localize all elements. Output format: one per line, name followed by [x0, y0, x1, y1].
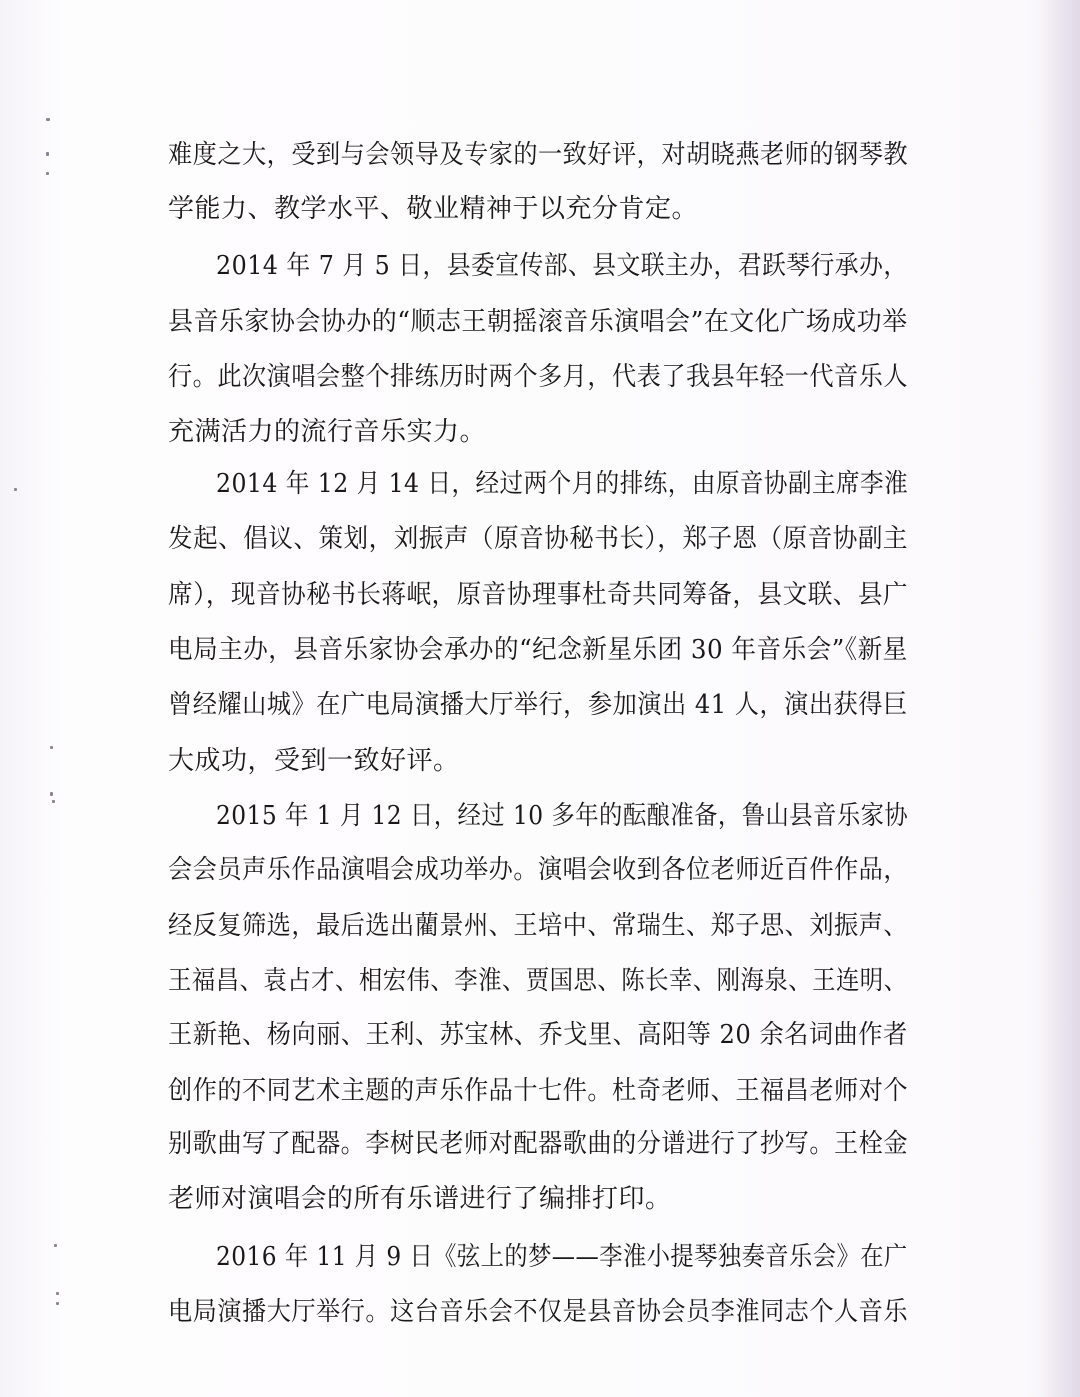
text-line: 2014 年 12 月 14 日，经过两个月的排练，由原音协副主席李淮	[216, 469, 909, 499]
scan-speck	[52, 800, 55, 803]
text-line: 2016 年 11 月 9 日《弦上的梦——李淮小提琴独奏音乐会》在广	[216, 1242, 908, 1272]
text-line: 创作的不同艺术主题的声乐作品十七件。杜奇老师、王福昌老师对个	[168, 1076, 909, 1106]
text-line: 大成功，受到一致好评。	[168, 746, 460, 776]
text-line: 会会员声乐作品演唱会成功举办。演唱会收到各位老师近百件作品，	[168, 855, 909, 885]
scan-speck	[46, 172, 49, 175]
text-line: 2015 年 1 月 12 日，经过 10 多年的酝酿准备，鲁山县音乐家协	[216, 801, 909, 831]
text-line: 难度之大，受到与会领导及专家的一致好评，对胡晓燕老师的钢琴教	[168, 140, 909, 170]
text-line: 席），现音协秘书长蒋岷，原音协理事杜奇共同筹备，县文联、县广	[168, 580, 909, 610]
text-line: 曾经耀山城》在广电局演播大厅举行，参加演出 41 人，演出获得巨	[168, 690, 908, 720]
text-line: 别歌曲写了配器。李树民老师对配器歌曲的分谱进行了抄写。王栓金	[168, 1129, 909, 1159]
text-line: 发起、倡议、策划，刘振声（原音协秘书长），郑子恩（原音协副主	[168, 524, 909, 554]
scan-speck	[14, 488, 17, 491]
page-edge-shadow	[1040, 0, 1080, 1397]
scan-speck	[56, 1292, 59, 1295]
text-line: 经反复筛选，最后选出藺景州、王培中、常瑞生、郑子思、刘振声、	[168, 911, 909, 941]
scan-speck	[46, 118, 50, 121]
text-line: 县音乐家协会协办的“顺志王朝摇滚音乐演唱会”在文化广场成功举	[168, 307, 908, 337]
text-line: 充满活力的流行音乐实力。	[168, 417, 487, 447]
text-line: 电局演播大厅举行。这台音乐会不仅是县音协会员李淮同志个人音乐	[168, 1297, 909, 1327]
scan-speck	[50, 746, 53, 749]
text-line: 2014 年 7 月 5 日，县委宣传部、县文联主办，君跃琴行承办，	[216, 251, 908, 281]
scan-speck	[54, 1244, 57, 1247]
text-line: 王福昌、袁占才、相宏伟、李淮、贾国思、陈长幸、刚海泉、王连明、	[168, 966, 908, 996]
text-line: 行。此次演唱会整个排练历时两个多月，代表了我县年轻一代音乐人	[168, 362, 909, 392]
text-line: 老师对演唱会的所有乐谱进行了编排打印。	[168, 1184, 672, 1214]
text-line: 电局主办，县音乐家协会承办的“纪念新星乐团 30 年音乐会”《新星	[168, 635, 908, 665]
scan-speck	[46, 152, 49, 156]
text-line: 学能力、教学水平、敬业精神于以充分肯定。	[168, 194, 699, 224]
scan-speck	[50, 792, 53, 796]
scan-speck	[56, 1302, 59, 1305]
text-line: 王新艳、杨向丽、王利、苏宝林、乔戈里、高阳等 20 余名词曲作者	[168, 1020, 908, 1050]
